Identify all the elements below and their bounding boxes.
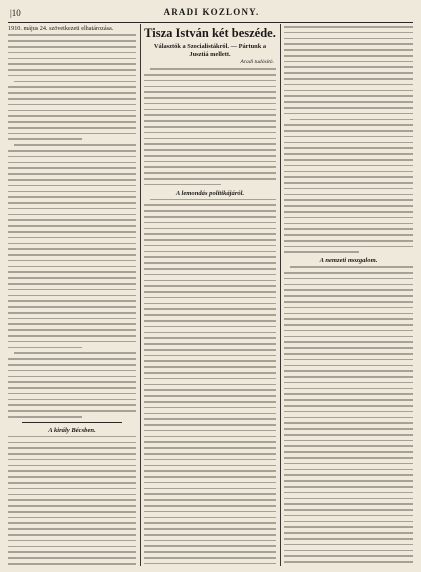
column-3-text-2 bbox=[284, 266, 413, 566]
article-dateline: Aradi tudósító. bbox=[240, 59, 274, 66]
article-headline: Tisza István két beszéde. bbox=[144, 26, 276, 40]
article-2-text bbox=[8, 436, 136, 566]
page-header bbox=[10, 6, 413, 22]
article-2-title: A király Bécsben. bbox=[48, 426, 96, 434]
article-1-text bbox=[8, 34, 136, 417]
column-divider-2 bbox=[280, 24, 281, 566]
column-1-lead: 1910. május 24. szövetkezeti elhatározása. bbox=[8, 25, 114, 32]
article-body-2 bbox=[144, 199, 276, 566]
article-separator bbox=[22, 422, 122, 423]
article-subhead: Választók a Szocialistákról. — Pártunk a Jusztiá mellett. bbox=[153, 43, 267, 58]
header-rule bbox=[8, 22, 413, 23]
section-title: A lemondás politikájáról. bbox=[175, 189, 245, 197]
column-1 bbox=[8, 24, 136, 566]
column-2 bbox=[144, 24, 276, 566]
article-body-1 bbox=[144, 68, 276, 185]
column-divider-1 bbox=[140, 24, 141, 566]
masthead: ARADI KOZLONY. bbox=[163, 7, 260, 17]
column-3-section-title: A nemzeti mozgalom. bbox=[319, 257, 378, 265]
column-3-text-1 bbox=[284, 26, 413, 253]
column-3 bbox=[284, 24, 413, 566]
page-number: |10 bbox=[10, 8, 21, 18]
